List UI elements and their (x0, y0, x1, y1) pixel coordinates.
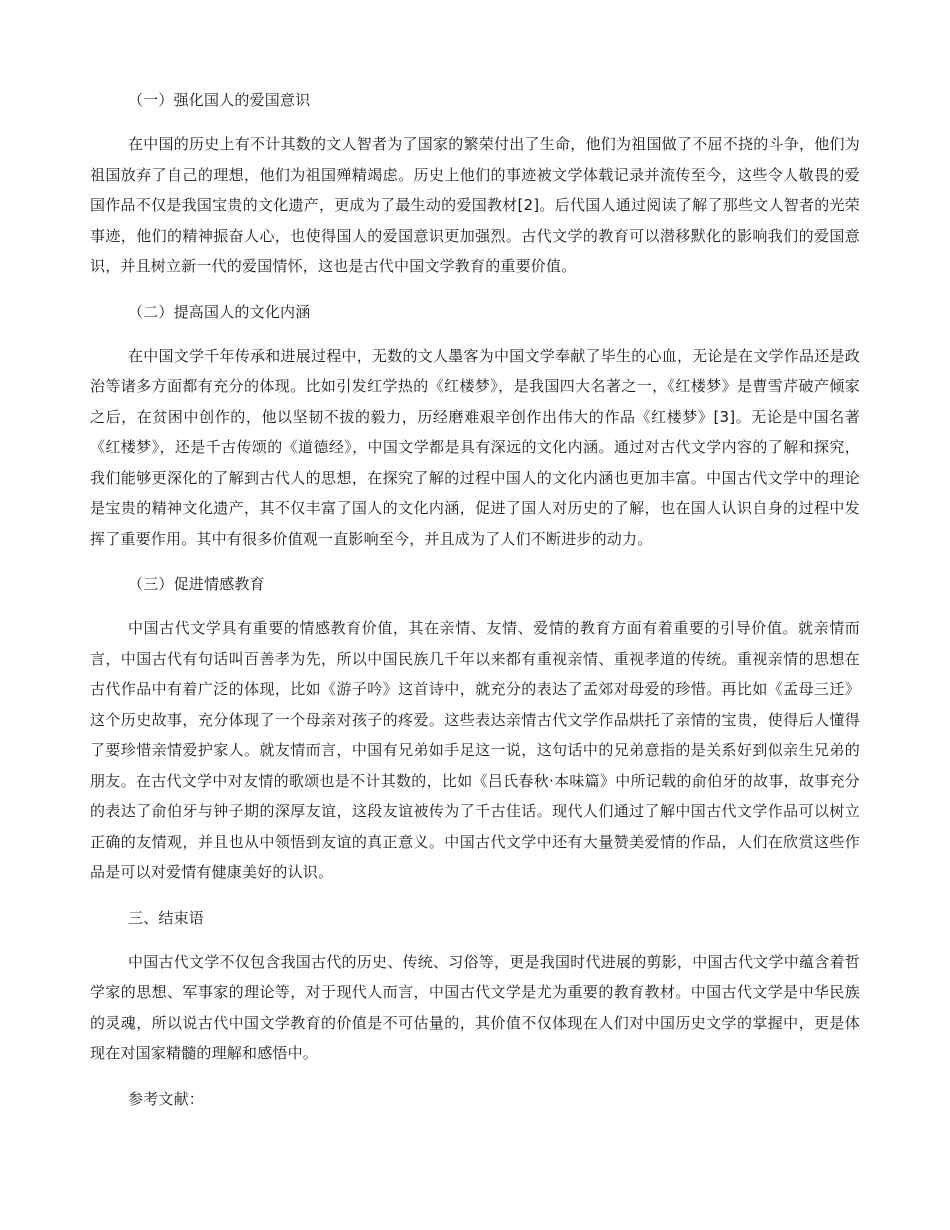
section-paragraph-conclusion: 中国古代文学不仅包含我国古代的历史、传统、习俗等，更是我国时代进展的剪影，中国古代文学中蕴含着哲学家的思想、军事家的理论等，对于现代人而言，中国古代文学是尤为重要的教育教材。中国古代文学是中华民族的灵魂，所以说古代中国文学教育的价值是不可估量的，其价值不仅体现在人们对中国历史文学的掌握中，更是体现在对国家精髓的理解和感悟中。 (90, 952, 860, 1062)
section-heading-culture: （二）提高国人的文化内涵 (128, 302, 311, 321)
references-heading: 参考文献： (128, 1089, 205, 1108)
section-paragraph-patriotism: 在中国的历史上有不计其数的文人智者为了国家的繁荣付出了生命，他们为祖国做了不屈不挠的斗争，他们为祖国放弃了自己的理想，他们为祖国殚精竭虑。历史上他们的事迹被文学体载记录并流传至今，这些令人敬畏的爱国作品不仅是我国宝贵的文化遗产，更成为了最生动的爱国教材[2]。后代国人通过阅读了解了那些文人智者的光荣事迹，他们的精神振奋人心，也使得国人的爱国意识更加强烈。古代文学的教育可以潜移默化的影响我们的爱国意识，并且树立新一代的爱国情怀，这也是古代中国文学教育的重要价值。 (90, 135, 860, 275)
section-paragraph-emotion: 中国古代文学具有重要的情感教育价值，其在亲情、友情、爱情的教育方面有着重要的引导价值。就亲情而言，中国古代有句话叫百善孝为先，所以中国民族几千年以来都有重视亲情、重视孝道的传统。重视亲情的思想在古代作品中有着广泛的体现，比如《游子吟》这首诗中，就充分的表达了孟郊对母爱的珍惜。再比如《孟母三迁》这个历史故事，充分体现了一个母亲对孩子的疼爱。这些表达亲情古代文学作品烘托了亲情的宝贵，使得后人懂得了要珍惜亲情爱护家人。就友情而言，中国有兄弟如手足这一说，这句话中的兄弟意指的是关系好到似亲生兄弟的朋友。在古代文学中对友情的歌颂也是不计其数的，比如《吕氏春秋·本味篇》中所记载的俞伯牙的故事，故事充分的表达了俞伯牙与钟子期的深厚友谊，这段友谊被传为了千古佳话。现代人们通过了解中国古代文学作品可以树立正确的友情观，并且也从中领悟到友谊的真正意义。中国古代文学中还有大量赞美爱情的作品，人们在欣赏这些作品是可以对爱情有健康美好的认识。 (90, 619, 860, 881)
section-heading-conclusion: 三、结束语 (128, 908, 205, 927)
document-page (90, 86, 860, 1113)
section-paragraph-culture: 在中国文学千年传承和进展过程中，无数的文人墨客为中国文学奉献了毕生的心血，无论是在文学作品还是政治等诸多方面都有充分的体现。比如引发红学热的《红楼梦》，是我国四大名著之一，《红楼梦》是曹雪芹破产倾家之后，在贫困中创作的，他以坚韧不拔的毅力，历经磨难艰辛创作出伟大的作品《红楼梦》[3]。无论是中国名著《红楼梦》，还是千古传颂的《道德经》，中国文学都是具有深远的文化内涵。通过对古代文学内容的了解和探究，我们能够更深化的了解到古代人的思想，在探究了解的过程中国人的文化内涵也更加丰富。中国古代文学中的理论是宝贵的精神文化遗产，其不仅丰富了国人的文化内涵，促进了国人对历史的了解，也在国人认识自身的过程中发挥了重要作用。其中有很多价值观一直影响至今，并且成为了人们不断进步的动力。 (90, 346, 860, 548)
section-heading-emotion: （三）促进情感教育 (128, 575, 265, 593)
section-heading-patriotism: （一）强化国人的爱国意识 (128, 91, 311, 109)
